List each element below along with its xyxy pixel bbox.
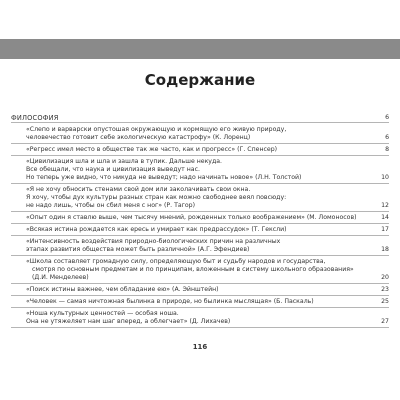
- toc-entry[interactable]: [26, 126, 372, 142]
- section-page-number: 6: [385, 114, 389, 121]
- toc-entry-page-number: 6: [385, 134, 389, 142]
- toc-divider: [11, 143, 389, 144]
- toc-entry-line: «Ноша культурных ценностей — особая ноша.: [26, 309, 179, 317]
- toc-divider: [11, 223, 389, 224]
- toc-entry-line: Она не утяжеляет нам шаг вперед, а облегчает» (Д. Лихачев): [26, 317, 231, 325]
- toc-entry-line: «Интенсивность воздействия природно-биологических причин на различных: [26, 237, 281, 245]
- toc-entry-line: «Школа составляет громадную силу, определяющую быт и судьбу народов и государства,: [26, 257, 326, 265]
- toc-entry[interactable]: [26, 286, 372, 294]
- toc-entry-line: «Регресс имел место в обществе так же часто, как и прогресс» (Г. Спенсер): [26, 146, 278, 153]
- toc-divider: [11, 327, 389, 328]
- toc-entry-line: Все обещали, что наука и цивилизация выведут нас.: [26, 166, 200, 173]
- toc-entry-line: «Всякая истина рождается как ересь и умирает как предрассудок» (Т. Гексли): [26, 226, 287, 233]
- toc-entry-page-number: 27: [381, 317, 389, 325]
- toc-entry-line: «Человек — самая ничтожная былинка в природе, но былинка мыслящая» (Б. Паскаль): [26, 297, 314, 305]
- top-gray-band: [0, 39, 400, 59]
- toc-entry[interactable]: [26, 258, 372, 283]
- page-folio: 116: [192, 343, 208, 351]
- toc-divider: [11, 183, 389, 184]
- toc-entry[interactable]: [26, 214, 372, 222]
- toc-entry[interactable]: [26, 226, 372, 234]
- toc-entry-line: (Д.И. Менделеев): [32, 274, 89, 282]
- toc-entry[interactable]: [26, 186, 372, 211]
- toc-divider: [11, 307, 389, 308]
- toc-entry[interactable]: [26, 238, 372, 254]
- toc-entry-line: смотря по основным предметам и по принципам, вложенным в систему школьного образования»: [32, 266, 354, 273]
- toc-entry-line: человечество готовит себе экологическую катастрофу» (К. Лоренц): [26, 134, 251, 142]
- toc-entry-page-number: 14: [381, 214, 389, 222]
- toc-divider: [11, 211, 389, 212]
- toc-divider: [11, 235, 389, 236]
- toc-divider: [11, 295, 389, 296]
- toc-entry-page-number: 18: [381, 246, 389, 253]
- toc-entry-page-number: 23: [381, 286, 389, 293]
- page-title: Содержание: [144, 71, 256, 89]
- toc-entry-line: «Я не хочу обносить стенами свой дом или заколачивать свои окна.: [26, 186, 251, 193]
- toc-entry-page-number: 17: [381, 226, 389, 233]
- toc-entry-line: этапах развития общества может быть различной» (А.Г. Эфендиев): [26, 246, 250, 253]
- toc-entry-line: Но теперь уже видно, что никуда не выведут; надо начинать новое» (Л.Н. Толстой): [26, 174, 302, 182]
- toc-entry-line: «Опыт один я ставлю выше, чем тысячу мнений, рожденных только воображением» (М. Ломоносов): [26, 214, 357, 222]
- toc-divider: [11, 283, 389, 284]
- toc-entry[interactable]: [26, 298, 372, 306]
- toc-entry-line: не надо лишь, чтобы он сбил меня с ног» (Р. Тагор): [26, 202, 196, 210]
- toc-entry[interactable]: [26, 310, 372, 326]
- toc-entry-line: «Поиск истины важнее, чем обладание ею» (А. Эйнштейн): [26, 286, 219, 293]
- toc-divider: [11, 255, 389, 256]
- toc-entry-line: «Цивилизация шла и шла и зашла в тупик. Дальше некуда.: [26, 157, 223, 165]
- toc-entry-page-number: 12: [381, 202, 389, 210]
- toc-entry-line: «Слепо и варварски опустошая окружающую и кормящую его живую природу,: [26, 126, 287, 133]
- toc-entry-line: Я хочу, чтобы дух культуры разных стран как можно свободнее веял повсюду:: [26, 194, 287, 202]
- toc-divider: [11, 155, 389, 156]
- toc-entry-page-number: 8: [385, 146, 389, 153]
- toc-entry[interactable]: [26, 158, 372, 183]
- section-heading: ФИЛОСОФИЯ: [11, 114, 59, 122]
- section-divider: [11, 122, 389, 123]
- toc-entry-page-number: 20: [381, 274, 389, 282]
- toc-entry-page-number: 25: [381, 297, 389, 305]
- toc-entry-page-number: 10: [381, 174, 389, 182]
- toc-entry[interactable]: [26, 146, 372, 154]
